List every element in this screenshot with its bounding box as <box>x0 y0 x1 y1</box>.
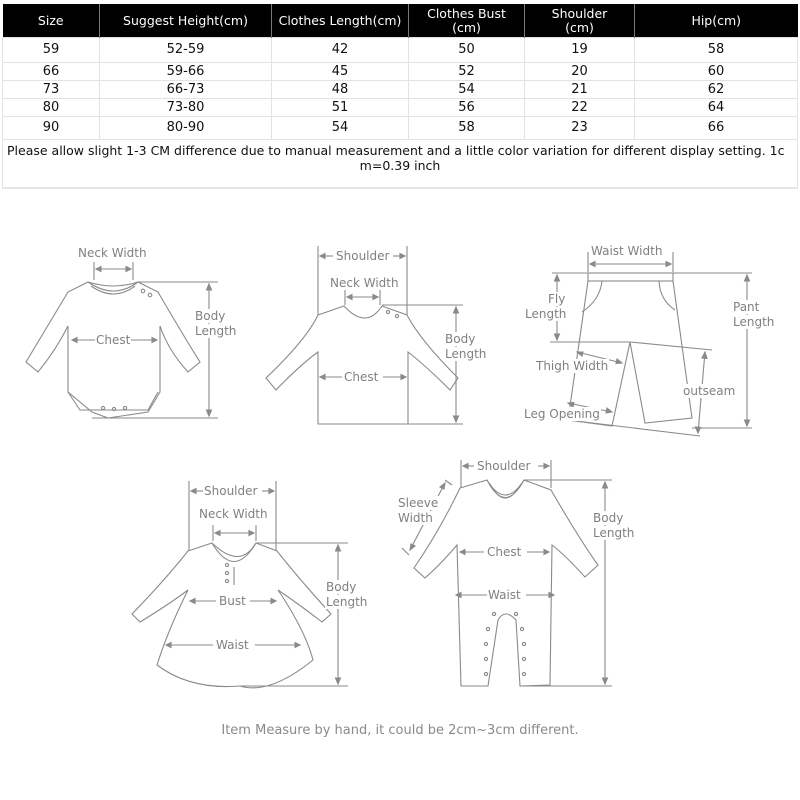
cell-height: 66-73 <box>100 81 272 99</box>
cell-hip: 66 <box>635 117 798 140</box>
size-table <box>2 4 798 189</box>
header-shoulder-line2: (cm) <box>565 19 594 35</box>
label-shoulder: Shoulder <box>204 484 258 498</box>
label-waist: Waist <box>488 588 521 602</box>
label-chest: Chest <box>487 545 522 559</box>
cell-bust: 54 <box>409 81 525 99</box>
cell-size: 80 <box>3 99 100 117</box>
header-bust-line1: Clothes Bust <box>427 5 506 21</box>
cell-length: 42 <box>272 38 409 63</box>
label-body-length-1: Body <box>445 332 476 346</box>
label-body-length-1: Body <box>593 511 624 525</box>
label-pant-length-1: Pant <box>733 300 760 314</box>
cell-length: 51 <box>272 99 409 117</box>
label-body-length-2: Length <box>445 347 487 361</box>
measurement-disclaimer: Item Measure by hand, it could be 2cm~3cm different. <box>221 723 579 738</box>
label-body-length-2: Length <box>326 595 368 609</box>
label-chest: Chest <box>96 333 131 347</box>
header-clothes-length: Clothes Length(cm) <box>272 4 409 38</box>
cell-bust: 52 <box>409 63 525 81</box>
label-neck-width: Neck Width <box>199 507 268 521</box>
table-row <box>3 38 798 63</box>
cell-shoulder: 21 <box>525 81 635 99</box>
label-fly-length-2: Length <box>525 307 567 321</box>
cell-size: 90 <box>3 117 100 140</box>
cell-bust: 56 <box>409 99 525 117</box>
label-body-length-2: Length <box>593 526 635 540</box>
label-sleeve-width-2: Width <box>398 511 433 525</box>
header-suggest-height: Suggest Height(cm) <box>100 4 272 38</box>
cell-size: 59 <box>3 38 100 63</box>
table-row <box>3 117 798 140</box>
note-line-2: m=0.39 inch <box>359 158 441 173</box>
cell-shoulder: 20 <box>525 63 635 81</box>
label-waist-width: Waist Width <box>591 244 663 258</box>
table-header-row <box>3 4 798 38</box>
cell-shoulder: 19 <box>525 38 635 63</box>
header-clothes-bust <box>409 4 525 38</box>
header-bust-line2: (cm) <box>452 19 481 35</box>
label-bust: Bust <box>219 594 246 608</box>
shirt-diagram <box>260 230 520 440</box>
pants-diagram <box>510 230 800 440</box>
cell-hip: 60 <box>635 63 798 81</box>
cell-length: 48 <box>272 81 409 99</box>
table-note-row <box>3 140 798 189</box>
size-chart <box>2 4 797 189</box>
romper-diagram <box>380 450 660 710</box>
cell-height: 73-80 <box>100 99 272 117</box>
cell-length: 45 <box>272 63 409 81</box>
label-fly-length-1: Fly <box>548 292 566 306</box>
cell-hip: 62 <box>635 81 798 99</box>
label-chest: Chest <box>344 370 379 384</box>
header-shoulder <box>525 4 635 38</box>
cell-hip: 64 <box>635 99 798 117</box>
label-leg-opening: Leg Opening <box>524 407 600 421</box>
cell-bust: 50 <box>409 38 525 63</box>
label-body-length-1: Body <box>326 580 357 594</box>
cell-size: 66 <box>3 63 100 81</box>
note-line-1: Please allow slight 1-3 CM difference due to manual measurement and a little color variation for different display setting. 1c <box>7 143 785 158</box>
label-sleeve-width-1: Sleeve <box>398 496 439 510</box>
table-row <box>3 99 798 117</box>
header-size: Size <box>3 4 100 38</box>
cell-length: 54 <box>272 117 409 140</box>
label-neck-width: Neck Width <box>78 246 147 260</box>
measurement-note <box>3 140 798 189</box>
cell-height: 52-59 <box>100 38 272 63</box>
cell-height: 80-90 <box>100 117 272 140</box>
label-outseam: outseam <box>683 384 736 398</box>
label-body-length-2: Length <box>195 324 237 338</box>
cell-hip: 58 <box>635 38 798 63</box>
header-hip: Hip(cm) <box>635 4 798 38</box>
table-row <box>3 81 798 99</box>
dress-diagram <box>120 470 380 700</box>
cell-bust: 58 <box>409 117 525 140</box>
romper-illustration <box>380 450 660 710</box>
cell-size: 73 <box>3 81 100 99</box>
header-shoulder-line1: Shoulder <box>551 5 608 21</box>
label-shoulder: Shoulder <box>336 249 390 263</box>
label-thigh-width: Thigh Width <box>536 359 609 373</box>
label-neck-width: Neck Width <box>330 276 399 290</box>
label-pant-length-2: Length <box>733 315 775 329</box>
bodysuit-diagram <box>0 230 260 430</box>
cell-height: 59-66 <box>100 63 272 81</box>
label-shoulder: Shoulder <box>477 459 531 473</box>
cell-shoulder: 23 <box>525 117 635 140</box>
cell-shoulder: 22 <box>525 99 635 117</box>
label-body-length-1: Body <box>195 309 226 323</box>
table-row <box>3 63 798 81</box>
label-waist: Waist <box>216 638 249 652</box>
